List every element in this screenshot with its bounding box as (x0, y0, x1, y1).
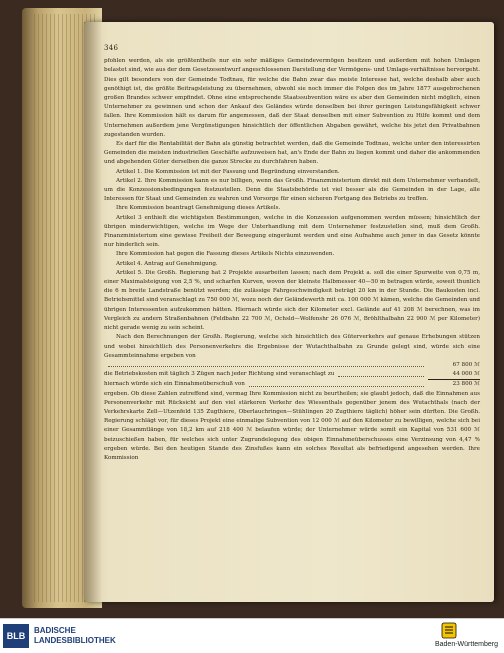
amount-value: 44 000 ℳ (428, 370, 480, 380)
leader-dots (338, 370, 424, 377)
paragraph: Nach den Berechnungen der Großh. Regierung, welche sich hinsichtlich des Güterverkehrs auf genaue Erhebungen stützen und wobei hinsichtlich des Personenverkehrs die Ergebnisse der Wutachthalbahn zu Grunde gelegt sind, würde sich eine Gesammteinnahme ergeben von (104, 334, 480, 359)
amount-label: die Betriebskosten mit täglich 3 Zügen nach jeder Richtung sind veranschlagt zu (104, 371, 335, 378)
blb-logo[interactable]: BLB (3, 624, 29, 648)
paragraph: Artikel 2. Ihre Kommission kann es nur billigen, wenn das Großh. Finanzministerium direkt mit dem Unternehmer verhandelt, um die Konzessionsbedingungen festzustellen. Denn die Staatsbehörde ist viel besser als die Gemeinden in der Lage, alle Interessen für Staat und Gemeinden zu wahren und Vorsorge für einen sicheren Fortgang des Betriebs zu treffen. (104, 177, 480, 203)
leader-dots (108, 361, 424, 367)
paragraph: Artikel 3 enthielt die wichtigsten Bestimmungen, welche in die Konzession aufgenommen werden müssen; hinsichtlich der übrigen minderwichtigen, welche im Wege der Unterhandlung mit dem Unternehmer festzustellen sind, muß dem Großh. Finanzministerium eine gewisse Freiheit der Bewegung eingeräumt werden und eine Aufnahme auch jener in das Gesetz könnte nur hinderlich sein. (104, 214, 480, 249)
page-text-block (104, 44, 480, 463)
paragraph: Artikel 5. Die Großh. Regierung hat 2 Projekte ausarbeiten lassen; nach dem Projekt a. soll die einer Spurweite von 0,75 m, einer Maximalsteigung von 2,5 %, und scharfen Kurven, wovon der kleinste Halbmesser 40—50 m betragen würde, soweit thunlich die 6 m breite Landstraße benützt werden; die zulässige Fahrgeschwindigkeit beträgt 20 km in der Stunde. Die Baukosten incl. Betriebsmittel sind veranschlagt zu 750 000 ℳ, wozu noch der Geländewerth mit ca. 100 000 ℳ kämen, welche die Gemeinden und übrigen Interessenten aufzukommen hätten. Hiernach würde sich der Kilometer excl. Gelände auf 41 208 ℳ berechnen, was im Vergleich zu andern Straßenbahnen (Feldbahn 22 700 ℳ, Ochsld—Wolfenshr 26 076 ℳ, Bröhlthalbahn 22 900 ℳ per Kilometer) nicht gerade wenig zu sein scheint. (104, 269, 480, 332)
gross-value: 67 800 ℳ (452, 361, 480, 368)
paragraph: Ihre Kommission beantragt Genehmigung dieses Artikels. (116, 205, 281, 212)
library-name-line2: LANDESBIBLIOTHEK (34, 636, 116, 645)
surplus-row (104, 380, 480, 389)
page-number: 346 (104, 44, 119, 52)
paragraph: Es darf für die Rentabilität der Bahn als günstig betrachtet werden, daß die Gemeinde Todtnau, welche unter den interessirten Gemeinden die meisten industriellen Geschäfte aufzuweisen hat, an's Ende der Bahn zu liegen kommt und daher die ankommenden und abgehenden Güter derselben die ganze Strecke zu durchfahren haben. (104, 141, 480, 166)
income-row (104, 333, 480, 361)
library-name-line1: BADISCHE (34, 626, 76, 635)
paragraph: Ihre Kommission hat gegen die Fassung dieses Artikels Nichts einzuwenden. (116, 251, 335, 258)
gross-row (104, 361, 480, 370)
amount-label: hiernach würde sich ein Einnahmeüberschuß von (104, 381, 245, 388)
coat-of-arms-icon (438, 622, 460, 640)
gutter-shadow (84, 22, 102, 602)
amount-value: 23 800 ℳ (452, 381, 480, 388)
library-footer (0, 618, 504, 653)
paragraph: pfohlen werden, als sie größtentheils nur ein sehr mäßiges Gemeindevermögen besitzen und außerdem mit hohen Umlagen belastet sind, wie aus der dem Gesetzesentwurf angeschlossenen Darstellung der Vermögens- und Umlage-verhältnisse hervorgeht. Dies gilt besonders von der Gemeinde Todtnau, für welche die Bahn zwar das meiste Interesse hat, welche deshalb aber auch genöthigt ist, die größte Beitragsleistung zu übernehmen, obwohl sie noch immer die Folgen des im Jahre 1877 ausgebrochenen großen Brandes schwer empfindet. Ohne eine entsprechende Staatssubvention wäre es aber den Gemeinden nicht möglich, einen Unternehmer zu gewinnen und schon der Ankauf des Geländes würde denselben bei ihrer geringen Leistungsfähigkeit schwer fallen. Ihre Kommission hält es darum für angemessen, daß der Staat denselben mit einer Subvention zu Hilfe kommt und dem Unternehmen außerdem jene Vergünstigungen hinsichtlich der öffentlichen Abgaben gewährt, welche bis jetzt den Privatbahnen zugestanden wurden. (104, 58, 480, 138)
closing-paragraph: ergeben. Ob diese Zahlen zutreffend sind, vermag Ihre Kommission nicht zu beurtheilen; sie glaubt jedoch, daß die Einnahmen aus Personenverkehr mit Rücksicht auf den viel stärkeren Verkehr des Wiesenthals gegenüber jenem des Wutachthals (nach der Verkehrskarte Zell—Utzenfeld 135 Zugthiere, Oberlauchringen—Stühlingen 20 Zugthiere täglich) höher sein dürften. Die Großh. Regierung schlägt vor, für dieses Projekt eine einmalige Subvention von 12 000 ℳ auf den Kilometer zu bewilligen, welche sich bei einer Gesammtlänge von 18,2 km auf 218 400 ℳ belaufen würde; der Unternehmer würde somit ein Kapital von 531 600 ℳ beizuschießen haben, für welches sich unter Zugrundelegung des obigen Einnahmeüberschusses eine Verzinsung von 4,47 % ergeben würde. Bei den heutigen Stande des Zinsfußes kann ein solches Resultat als befriedigend angesehen werden. Ihre Kommission (104, 390, 480, 461)
library-name[interactable] (34, 626, 116, 646)
costs-row (104, 370, 480, 380)
partner-name[interactable]: Baden-Württemberg (434, 641, 498, 648)
paragraph: Artikel 4. Antrag auf Genehmigung. (116, 260, 218, 267)
paragraph: Artikel 1. Die Kommission ist mit der Fassung und Begründung einverstanden. (116, 168, 340, 175)
leader-dots (249, 380, 424, 386)
